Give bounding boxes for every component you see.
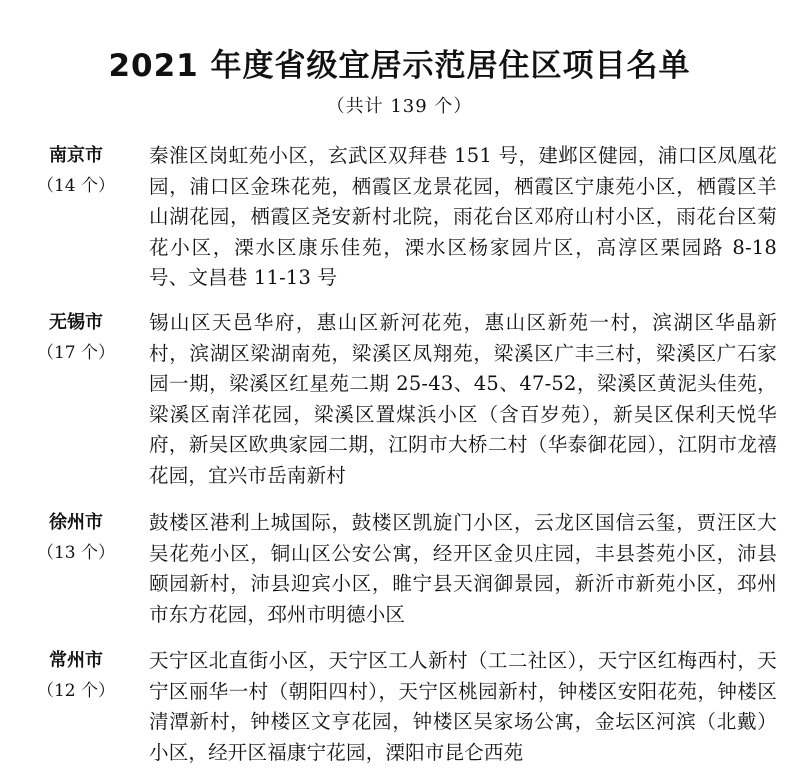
city-name: 徐州市 [49,512,103,533]
city-project-count: （13 个） [36,543,116,563]
city-name: 南京市 [49,145,103,166]
city-name: 无锡市 [49,312,103,333]
document-title: 2021 年度省级宜居示范居住区项目名单 [108,48,691,84]
city-project-count: （17 个） [36,343,116,363]
city-name: 常州市 [49,650,103,671]
project-list: 鼓楼区港利上城国际，鼓楼区凯旋门小区，云龙区国信云玺，贾汪区大吴花苑小区，铜山区公安公寓，经开区金贝庄园，丰县荟苑小区，沛县颐园新村，沛县迎宾小区，睢宁县天润御景园，新沂市新苑小区，邳州市东方花园，邳州市明德小区 [149,511,777,626]
document-subtitle: （共计 139 个） [326,96,473,117]
city-project-count: （14 个） [36,176,116,196]
project-list: 秦淮区岗虹苑小区，玄武区双拜巷 151 号，建邺区健园，浦口区凤凰花园，浦口区金珠花苑，栖霞区龙景花园，栖霞区宁康苑小区，栖霞区羊山湖花园，栖霞区尧安新村北院，雨花台区邓府山村小区，雨花台区菊花小区，溧水区康乐佳苑，溧水区杨家园片区，高淳区栗园路 8-18 号、文昌巷 11-13 号 [149,144,777,289]
city-project-count: （12 个） [36,681,116,701]
project-list: 天宁区北直街小区，天宁区工人新村（工二社区），天宁区红梅西村，天宁区丽华一村（朝阳四村），天宁区桃园新村，钟楼区安阳花苑，钟楼区清潭新村，钟楼区文亨花园，钟楼区吴家场公寓，金坛区河滨（北戴）小区，经开区福康宁花园，溧阳市昆仑西苑 [149,649,777,764]
project-list: 锡山区天邑华府，惠山区新河花苑，惠山区新苑一村，滨湖区华晶新村，滨湖区梁湖南苑，梁溪区凤翔苑，梁溪区广丰三村，梁溪区广石家园一期，梁溪区红星苑二期 25-43、45、47-52，梁溪区黄泥头佳苑，梁溪区南洋花园，梁溪区置煤浜小区（含百岁苑），新吴区保利天悦华府，新吴区欧典家园二期，江阴市大桥二村（华泰御花园），江阴市龙禧花园，宜兴市岳南新村 [149,311,777,487]
